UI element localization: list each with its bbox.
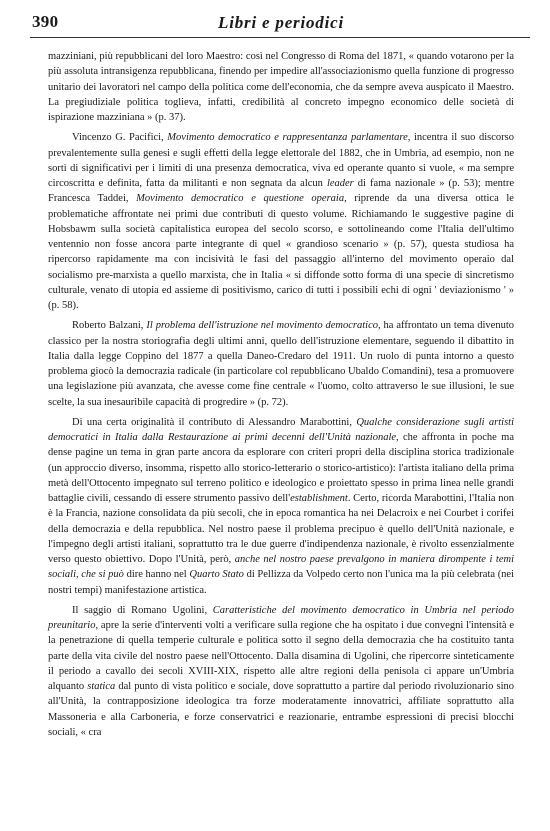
- header-rule: [30, 37, 530, 38]
- text-run: Roberto Balzani,: [72, 320, 147, 332]
- running-head: Libri e periodici: [218, 13, 344, 32]
- text-run: di fama nazionale » (p. 53); mentre Francesca Taddei,: [48, 178, 514, 205]
- italic-title-run: leader: [326, 178, 354, 189]
- paragraph-2: [48, 130, 514, 313]
- text-run: , ha affrontato un tema divenuto classico per la nostra storiografia degli ultimi anni, quello dell'istruzione elementare, seguendo il dibattito in Italia dalla legge Coppino del 1877 a quella Daneo-Credaro del 1911. Un ruolo di punta intorno a questo problema giocò la democrazia radicale (in particolare col repubblicano Ubaldo Comandini), tesa a promuovere una legislazione più avanzata, che avesse come fine centrale « l'uomo, colto attraverso le sue illusioni, le sue scelte, la sua inesauribile capacità di progredire » (p. 72).: [48, 320, 514, 408]
- text-run: dal punto di vista politico e sociale, dove soprattutto a partire dal periodo rivoluzionario sino all'Unità, la contrapposizione ideologica tra forze moderatamente innovatrici, affiliate soprattutto alla Massoneria e alla Carboneria, e forze conservatrici e reazionarie, entrambe espressioni di precisi blocchi sociali, « cra: [48, 681, 515, 738]
- italic-title-run: anche nel nostro paese prevalgono in maniera dirompente i temi sociali, che si può: [48, 554, 514, 581]
- italic-title-run: Il problema dell'istruzione nel movimento democratico: [146, 320, 379, 332]
- text-run: , che affronta in poche ma dense pagine un tema in gran parte ancora da esplorare con criteri propri della disciplina storica tradizionale (un approccio diverso, insomma, rispetto allo storico-letterario o storico-artistico): l'artista italiano della prima metà dell'Ottocento impegnato sul terreno politico e ideologico e proiettato spesso in prima linea nelle grandi battaglie civili, cessando di essere strumento passivo dell': [48, 432, 514, 504]
- page-header: [32, 12, 530, 36]
- body-text: [48, 49, 514, 740]
- text-run: di Pellizza da Volpedo certo non l'unica ma la più celebrata (nei nostri tempi) manifestazione artistica.: [48, 569, 515, 596]
- paragraph-4: [48, 415, 514, 598]
- page-number: 390: [32, 12, 59, 31]
- text-run: , apre la serie d'interventi volti a verificare sulla regione che ha ospitato i due convegni l'intensità e la penetrazione di quella temperie culturale e politica sotto il segno della democrazia che ha costituito tanta parte della vita civile del nostro paese nell'Ottocento. Dalla disamina di Ugolini, che ripercorre sinteticamente il periodo a cavallo dei secoli XVIII-XIX, rispetto alle altre regioni della penisola ci appare un'Umbria alquanto: [48, 620, 514, 692]
- text-run: , riprende da una diversa ottica le problematiche affrontate nei primi due contributi di questo volume. Richiamando le suggestive pagine di Hobsbawm sulla società capitalistica europea del secolo scorso, e sottolineando come l'Italia dell'ultimo ventennio non fosse ancora parte integrante di quel « grandioso scenario » (p. 57), questa studiosa ha ripercorso rapidamente ma con incisività le fasi del passaggio all'interno del movimento operaio dal socialismo pre-marxista a quello marxista, che in Italia « si diffonde sotto forma di una specie di sincretismo culturale, venato di utopia ed assieme di positivismo, carico di tutti i possibili echi di ogni ' deviazionismo ' » (p. 58).: [48, 193, 514, 311]
- italic-title-run: Quarto Stato: [189, 569, 244, 581]
- paragraph-5: [48, 603, 514, 740]
- text-run: Vincenzo G. Pacifici,: [72, 132, 168, 144]
- italic-title-run: Movimento democratico e rappresentanza parlamentare: [167, 132, 408, 144]
- text-run: Il saggio di Romano Ugolini,: [72, 604, 213, 616]
- italic-title-run: establishment: [290, 493, 348, 504]
- text-run: , incentra il suo discorso prevalentemente sulla genesi e sugli effetti della legge elettorale del 1882, che in Umbria, ad esempio, non ne sortì di significativi per i limiti di una presenza democratica, viva ed operante quanto si vuole, « ma sempre circoscritta e definita, fatta da militanti e non segnata da alcun: [48, 132, 514, 189]
- italic-title-run: Qualche considerazione sugli artisti democratici in Italia dalla Restaurazione ai primi decenni dell'Unità nazionale: [48, 416, 514, 443]
- text-run: dire hanno nel: [123, 569, 190, 581]
- text-run: Di una certa originalità il contributo di Alessandro Marabottini,: [72, 416, 357, 428]
- text-run: . Certo, ricorda Marabottini, l'Italia non è la Francia, nazione consolidata da più secoli, che in epoca romantica ha nei Delacroix e nei Courbet i corifei della democrazia e della repubblica. Nel nostro paese il problema precipuo è quello dell'Unità nazionale, e l'impegno degli artisti italiani, soprattutto tra le due guerre d'indipendenza nazionale, è rivolto essenzialmente verso questo obiettivo. Dopo l'Unità, però,: [48, 493, 514, 565]
- italic-title-run: Caratteristiche del movimento democratico in Umbria nel periodo preunitario: [48, 604, 514, 631]
- paragraph-3: [48, 318, 514, 410]
- italic-title-run: statica: [87, 681, 116, 692]
- italic-title-run: Movimento democratico e questione operaia: [136, 193, 345, 205]
- text-run: mazziniani, più repubblicani del loro Maestro: così nel Congresso di Roma del 1871, « quando votarono per la più assoluta intransigenza repubblicana, finendo per impedire all'associazionismo quella funzione di progresso unitario dei lavoratori nel campo della politica come dell'economia, che da sempre aveva auspicato il Maestro. La pregiudiziale politica toglieva, infatti, credibilità al concreto impegno economico delle società di ispirazione mazziniana » (p. 37).: [48, 51, 514, 123]
- paragraph-1: [48, 49, 514, 125]
